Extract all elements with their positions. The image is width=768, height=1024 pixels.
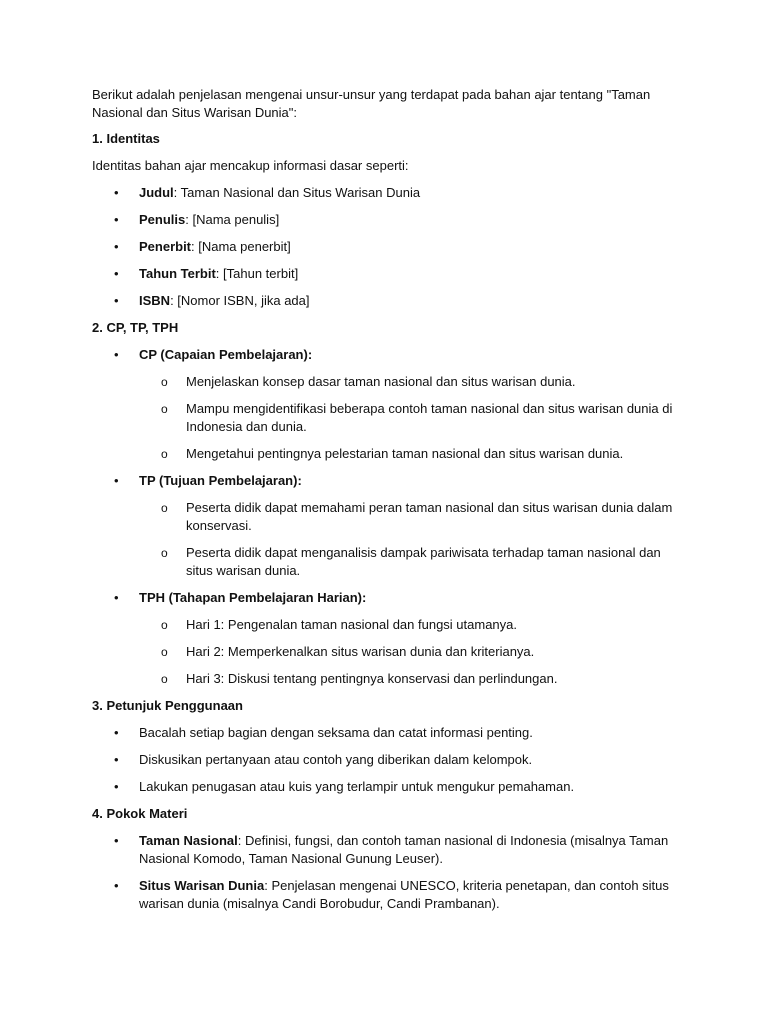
section-pokok-materi (92, 805, 688, 913)
bullet-icon: • (114, 725, 119, 740)
identitas-list (92, 184, 688, 310)
document-page (92, 86, 688, 922)
cp-tp-tph-list (92, 346, 688, 688)
item-label: Penulis (139, 212, 186, 227)
item-label: Judul (139, 185, 174, 200)
sub-bullet-icon: o (161, 672, 168, 686)
item-label: ISBN (139, 293, 171, 308)
sub-item-text: Menjelaskan konsep dasar taman nasional dan situs warisan dunia. (186, 374, 576, 389)
bullet-icon: • (114, 779, 119, 794)
sub-bullet-icon: o (161, 546, 168, 560)
item-text: : [Nomor ISBN, jika ada] (170, 293, 310, 308)
item-text: : Definisi, fungsi, dan contoh taman nasional di Indonesia (misalnya Taman Nasional Komodo, Taman Nasional Gunung Leuser). (139, 833, 669, 866)
sub-bullet-icon: o (161, 618, 168, 632)
bullet-icon: • (114, 185, 119, 200)
list-item (92, 724, 688, 742)
sub-item-text: Hari 3: Diskusi tentang pentingnya konservasi dan perlindungan. (186, 671, 558, 686)
item-text: : [Nama penulis] (185, 212, 280, 227)
item-text: Diskusikan pertanyaan atau contoh yang diberikan dalam kelompok. (139, 752, 533, 767)
list-item (92, 778, 688, 796)
item-label: TP (Tujuan Pembelajaran) (139, 473, 298, 488)
section-heading: 3. Petunjuk Penggunaan (92, 698, 243, 713)
bullet-icon: • (114, 347, 119, 362)
sub-list-item (139, 499, 688, 535)
pokok-materi-list (92, 832, 688, 913)
sub-list-item (139, 670, 688, 688)
sub-item-text: Mampu mengidentifikasi beberapa contoh taman nasional dan situs warisan dunia di Indonesia dan dunia. (186, 401, 673, 434)
bullet-icon: • (114, 878, 119, 893)
bullet-icon: • (114, 590, 119, 605)
section-petunjuk-penggunaan (92, 697, 688, 796)
sub-list-item (139, 373, 688, 391)
item-label-suffix: : (307, 347, 313, 362)
sub-list (139, 373, 688, 463)
list-item (92, 211, 688, 229)
section-cp-tp-tph (92, 319, 688, 688)
section-heading: 4. Pokok Materi (92, 806, 188, 821)
item-text: : [Tahun terbit] (215, 266, 299, 281)
list-item (92, 472, 688, 580)
list-item (92, 292, 688, 310)
sub-list-item (139, 544, 688, 580)
item-label: Penerbit (139, 239, 192, 254)
sub-list-item (139, 400, 688, 436)
sub-bullet-icon: o (161, 645, 168, 659)
sub-bullet-icon: o (161, 501, 168, 515)
list-item (92, 877, 688, 913)
bullet-icon: • (114, 473, 119, 488)
item-label: Tahun Terbit (139, 266, 216, 281)
bullet-icon: • (114, 212, 119, 227)
item-text: Bacalah setiap bagian dengan seksama dan catat informasi penting. (139, 725, 533, 740)
sub-list-item (139, 616, 688, 634)
item-text: Lakukan penugasan atau kuis yang terlampir untuk mengukur pemahaman. (139, 779, 575, 794)
section-heading: 1. Identitas (92, 131, 160, 146)
bullet-icon: • (114, 266, 119, 281)
item-label: Situs Warisan Dunia (139, 878, 265, 893)
sub-bullet-icon: o (161, 402, 168, 416)
sub-item-text: Mengetahui pentingnya pelestarian taman nasional dan situs warisan dunia. (186, 446, 624, 461)
item-label-suffix: : (362, 590, 367, 605)
sub-item-text: Hari 2: Memperkenalkan situs warisan dunia dan kriterianya. (186, 644, 535, 659)
bullet-icon: • (114, 293, 119, 308)
list-item (92, 589, 688, 688)
petunjuk-list (92, 724, 688, 796)
sub-list (139, 499, 688, 580)
sub-item-text: Peserta didik dapat memahami peran taman nasional dan situs warisan dunia dalam konservasi. (186, 500, 673, 533)
item-text: : Penjelasan mengenai UNESCO, kriteria penetapan, dan contoh situs warisan dunia (misalnya Candi Borobudur, Candi Prambanan). (139, 878, 669, 911)
list-item (92, 184, 688, 202)
sub-item-text: Peserta didik dapat menganalisis dampak pariwisata terhadap taman nasional dan situs warisan dunia. (186, 545, 661, 578)
bullet-icon: • (114, 239, 119, 254)
section-heading: 2. CP, TP, TPH (92, 320, 179, 335)
sub-list-item (139, 643, 688, 661)
sub-bullet-icon: o (161, 447, 168, 461)
sub-list (139, 616, 688, 688)
item-label: TPH (Tahapan Pembelajaran Harian) (139, 590, 362, 605)
list-item (92, 751, 688, 769)
intro-paragraph: Berikut adalah penjelasan mengenai unsur-unsur yang terdapat pada bahan ajar tentang "Taman Nasional dan Situs Warisan Dunia": (92, 87, 651, 120)
sub-item-text: Hari 1: Pengenalan taman nasional dan fungsi utamanya. (186, 617, 517, 632)
sub-bullet-icon: o (161, 375, 168, 389)
list-item (92, 238, 688, 256)
list-item (92, 832, 688, 868)
item-label-suffix: : (297, 473, 302, 488)
list-item (92, 346, 688, 463)
bullet-icon: • (114, 833, 119, 848)
sub-list-item (139, 445, 688, 463)
section-identitas (92, 130, 688, 310)
section-paragraph: Identitas bahan ajar mencakup informasi dasar seperti: (92, 158, 409, 173)
item-text: : [Nama penerbit] (191, 239, 291, 254)
item-label: Taman Nasional (139, 833, 238, 848)
item-text: : Taman Nasional dan Situs Warisan Dunia (173, 185, 421, 200)
item-label: CP (Capaian Pembelajaran) (139, 347, 308, 362)
list-item (92, 265, 688, 283)
bullet-icon: • (114, 752, 119, 767)
